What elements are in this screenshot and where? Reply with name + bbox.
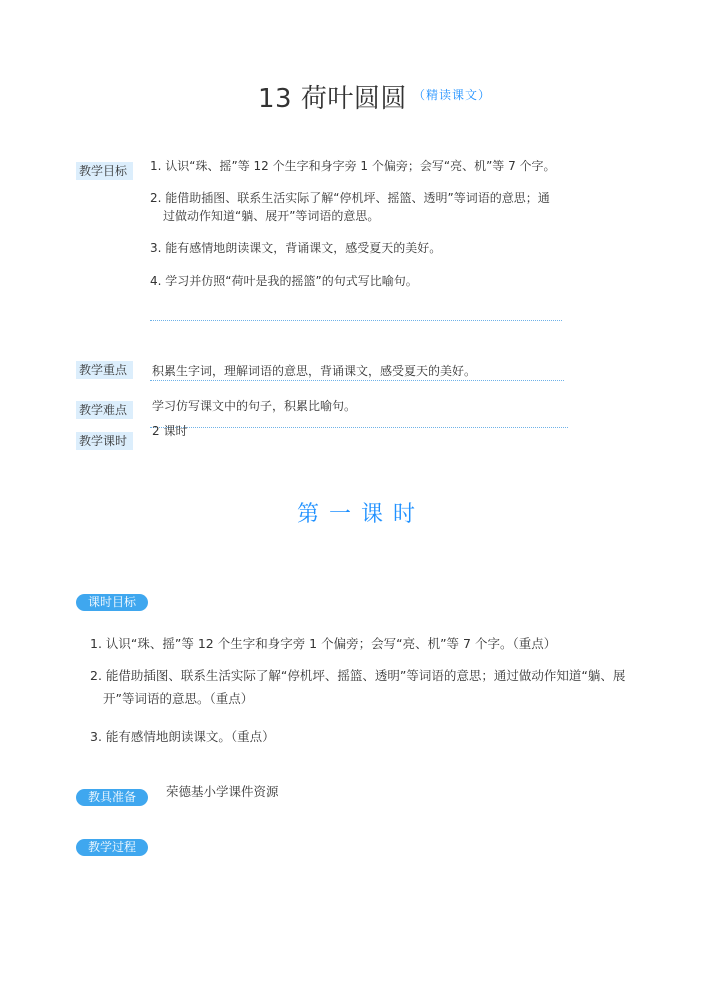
objective-item: 4. 学习并仿照“荷叶是我的摇篮”的句式写比喻句。 — [150, 274, 418, 288]
difficulties-label: 教学难点 — [76, 401, 133, 419]
preparation-pill: 教具准备 — [76, 789, 148, 806]
objectives-label: 教学目标 — [76, 162, 133, 180]
difficulties-text: 学习仿写课文中的句子，积累比喻句。 — [152, 399, 357, 413]
lesson-objective-item: 1. 认识“珠、摇”等 12 个生字和身字旁 1 个偏旁；会写“亮、机”等 7 个字。（重点） — [90, 636, 557, 651]
objective-item: 3. 能有感情地朗读课文，背诵课文，感受夏天的美好。 — [150, 241, 442, 255]
divider — [150, 427, 568, 428]
page-title: 13 荷叶圆圆 — [258, 84, 407, 114]
page-subtitle: （精读课文） — [413, 88, 492, 102]
hours-text: 2 课时 — [152, 424, 188, 438]
divider — [150, 320, 562, 321]
preparation-text: 荣德基小学课件资源 — [166, 784, 279, 799]
lesson-objective-item: 开”等词语的意思。（重点） — [103, 691, 254, 706]
hours-label: 教学课时 — [76, 432, 133, 450]
key-points-text: 积累生字词，理解词语的意思，背诵课文，感受夏天的美好。 — [152, 364, 477, 378]
objective-item: 2. 能借助插图、联系生活实际了解“停机坪、摇篮、透明”等词语的意思；通 — [150, 191, 550, 205]
key-points-label: 教学重点 — [76, 361, 133, 379]
lesson-objectives-pill: 课时目标 — [76, 594, 148, 611]
lesson-objective-item: 3. 能有感情地朗读课文。（重点） — [90, 729, 275, 744]
objective-item: 过做动作知道“躺、展开”等词语的意思。 — [163, 209, 380, 223]
lesson-objective-item: 2. 能借助插图、联系生活实际了解“停机坪、摇篮、透明”等词语的意思；通过做动作知道“躺、展 — [90, 668, 626, 683]
objective-item: 1. 认识“珠、摇”等 12 个生字和身字旁 1 个偏旁；会写“亮、机”等 7 个字。 — [150, 159, 556, 173]
divider — [150, 380, 564, 381]
process-pill: 教学过程 — [76, 839, 148, 856]
section-heading: 第一课时 — [296, 502, 425, 527]
